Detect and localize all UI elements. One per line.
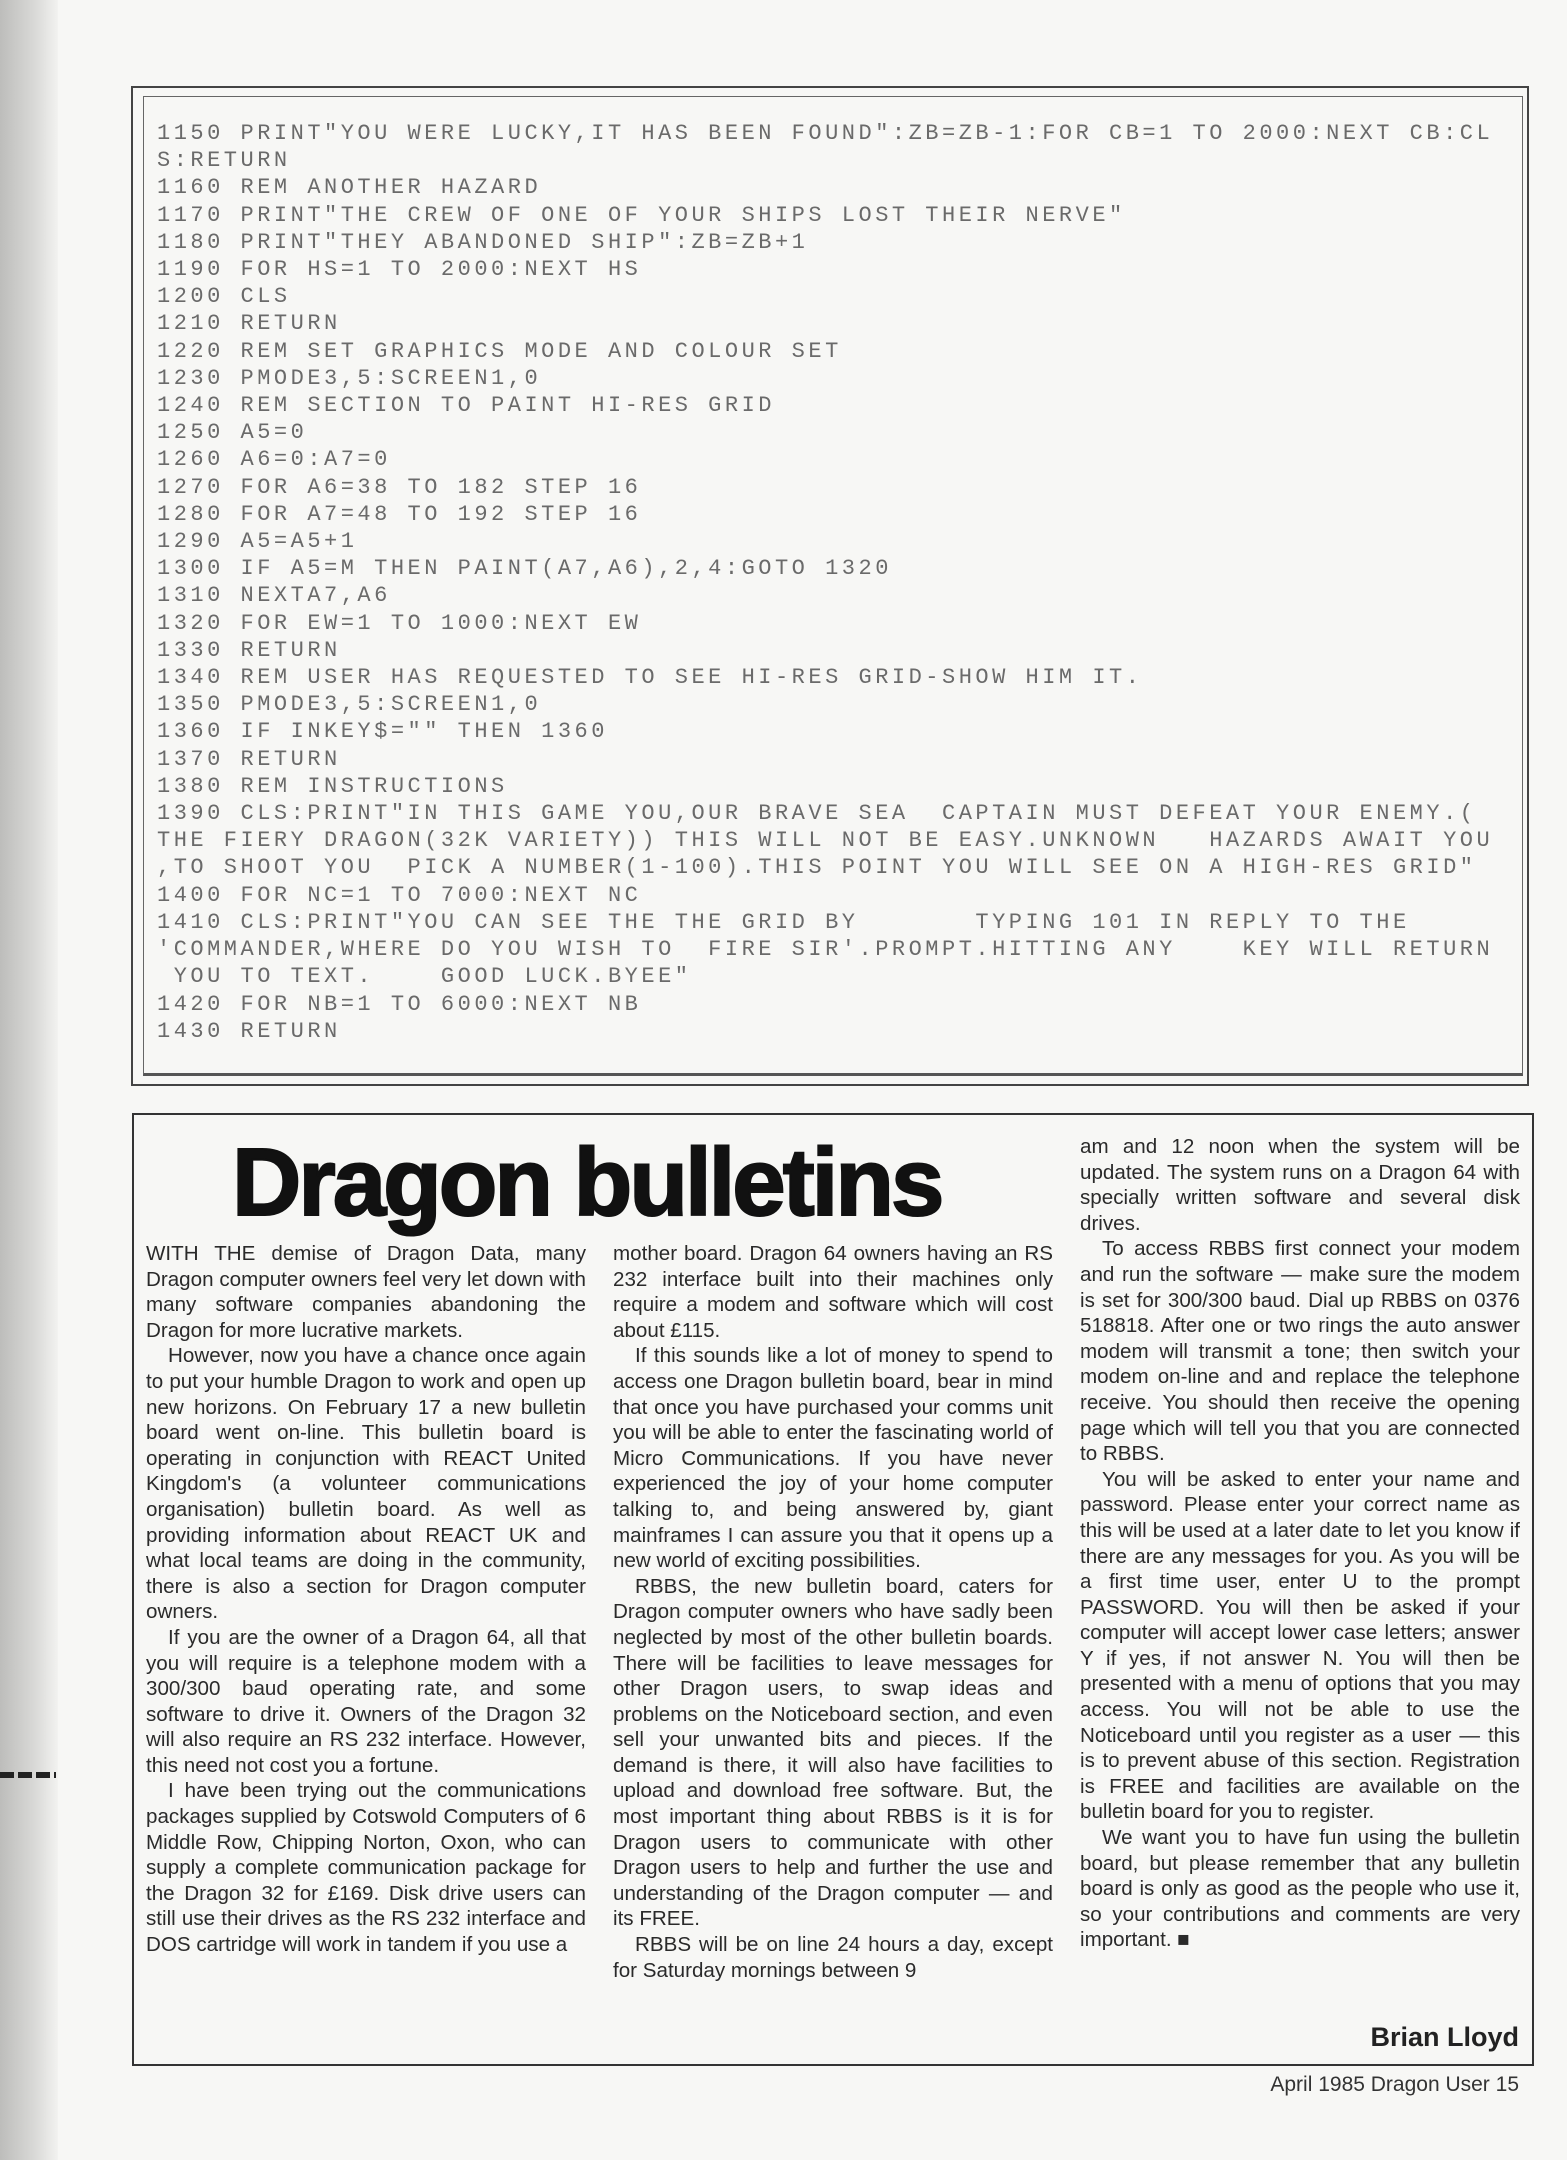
paragraph: RBBS, the new bulletin board, caters for Dragon computer owners who have sadly been neglected by most of the other bulletin boards. There will be facilities to leave messages for other Dragon users, to swap ideas and problems on the Noticeboard section, and even sell your unwanted bits and pieces. If the demand is there, it will also have facilities to upload and download free software. But, the most important thing about RBBS is it is for Dragon users to communicate with other Dragon users to help and further the use and understanding of the Dragon computer — and its FREE. [613,1574,1053,1931]
code-line: 1150 PRINT"YOU WERE LUCKY,IT HAS BEEN FOUND":ZB=ZB-1:FOR CB=1 TO 2000:NEXT CB:CL [157,121,1494,146]
code-line: 1290 A5=A5+1 [157,529,358,555]
code-line: 1250 A5=0 [157,420,308,446]
code-line: 1320 FOR EW=1 TO 1000:NEXT EW [157,610,642,636]
article-column-1 [146,1241,586,1958]
code-line: 1330 RETURN [157,637,341,663]
code-line: 1380 REM INSTRUCTIONS [157,773,508,799]
code-line: 1260 A6=0:A7=0 [157,447,391,473]
page-footer: April 1985 Dragon User 15 [1270,2073,1519,2096]
code-line: 1370 RETURN [157,746,341,772]
paragraph: However, now you have a chance once again to put your humble Dragon to work and open up new horizons. On February 17 a new bulletin board went on-line. This bulletin board is operating in conjunction with REACT United Kingdom's (a volunteer communications organisation) bulletin board. As well as providing information about REACT UK and what local teams are doing in the community, there is also a section for Dragon computer owners. [146,1344,586,1624]
paragraph: If this sounds like a lot of money to spend to access one Dragon bulletin board, bear in mind that once you have purchased your comms unit you will be able to enter the fascinating world of Micro Communications. If you have never experienced the joy of your home computer talking to, and being answered by, giant mainframes I can assure you that it opens up a new world of exciting possibilities. [613,1344,1053,1573]
code-line: 1170 PRINT"THE CREW OF ONE OF YOUR SHIPS LOST THEIR NERVE" [157,202,1126,228]
article-column-2 [613,1241,1053,1983]
code-line: 1200 CLS [157,284,291,310]
margin-dash-marks [0,1772,56,1778]
code-line: 1400 FOR NC=1 TO 7000:NEXT NC [157,882,642,908]
paragraph: You will be asked to enter your name and password. Please enter your correct name as this will be used at a later date to let you know if there are any messages for you. As you will be a first time user, enter U to the prompt PASSWORD. You will then be asked if your computer will accept lower case letters; answer Y if yes, if not answer N. You will then be presented with a menu of options that you may access. You will not be able to use the Noticeboard until you register as a user — this is to prevent abuse of this section. Registration is FREE and facilities are available on the bulletin board for you to register. [1080,1467,1520,1824]
article-title: Dragon bulletins [232,1129,942,1236]
code-line: 1390 CLS:PRINT"IN THIS GAME YOU,OUR BRAVE SEA CAPTAIN MUST DEFEAT YOUR ENEMY.( [157,801,1477,827]
code-line: 1210 RETURN [157,311,341,337]
paragraph: If you are the owner of a Dragon 64, all that you will require is a telephone modem with a 300/300 baud operating rate, and some software to drive it. Owners of the Dragon 32 will also require an RS 232 interface. However, this need not cost you a fortune. [146,1625,586,1777]
paragraph: am and 12 noon when the system will be updated. The system runs on a Dragon 64 with specially written software and several disk drives. [1080,1135,1520,1235]
page-spine-shadow [0,0,58,2160]
code-line: 1220 REM SET GRAPHICS MODE AND COLOUR SET [157,338,842,364]
code-line: 1310 NEXTA7,A6 [157,583,391,609]
author-byline: Brian Lloyd [1370,2022,1519,2052]
code-line: YOU TO TEXT. GOOD LUCK.BYEE" [157,964,692,990]
paragraph: WITH THE demise of Dragon Data, many Dragon computer owners feel very let down with many software companies abandoning the Dragon for more lucrative markets. [146,1242,586,1342]
article-column-3 [1080,1134,1520,1953]
code-line: THE FIERY DRAGON(32K VARIETY)) THIS WILL NOT BE EASY.UNKNOWN HAZARDS AWAIT YOU [157,828,1494,854]
code-line: 1270 FOR A6=38 TO 182 STEP 16 [157,474,642,500]
program-listing [157,120,1493,1045]
code-line: 1300 IF A5=M THEN PAINT(A7,A6),2,4:GOTO 1320 [157,556,892,582]
code-line: 1230 PMODE3,5:SCREEN1,0 [157,365,542,391]
code-line: 1190 FOR HS=1 TO 2000:NEXT HS [157,257,642,283]
paragraph: RBBS will be on line 24 hours a day, except for Saturday mornings between 9 [613,1933,1053,1982]
code-line: 'COMMANDER,WHERE DO YOU WISH TO FIRE SIR'.PROMPT.HITTING ANY KEY WILL RETURN [157,937,1494,963]
code-line: S:RETURN [157,148,291,174]
code-line: 1160 REM ANOTHER HAZARD [157,175,542,201]
code-line: 1420 FOR NB=1 TO 6000:NEXT NB [157,991,642,1017]
code-line: 1360 IF INKEY$="" THEN 1360 [157,719,608,745]
program-listing-box [131,86,1529,1086]
code-line: 1350 PMODE3,5:SCREEN1,0 [157,692,542,718]
code-line: 1280 FOR A7=48 TO 192 STEP 16 [157,501,642,527]
code-line: 1340 REM USER HAS REQUESTED TO SEE HI-RES GRID-SHOW HIM IT. [157,665,1143,691]
paragraph: I have been trying out the communications packages supplied by Cotswold Computers of 6 Middle Row, Chipping Norton, Oxon, who can supply a complete communication package for the Dragon 32 for £169. Disk drive users can still use their drives as the RS 232 interface and DOS cartridge will work in tandem if you use a [146,1779,586,1957]
code-line: 1240 REM SECTION TO PAINT HI-RES GRID [157,393,775,419]
paragraph: mother board. Dragon 64 owners having an RS 232 interface built into their machines only require a modem and software which will cost about £115. [613,1242,1053,1342]
paragraph: To access RBBS first connect your modem and run the software — make sure the modem is set for 300/300 baud. Dial up RBBS on 0376 518818. After one or two rings the auto answer modem will transmit a tone; then switch your modem on-line and and replace the telephone receive. You should then receive the opening page which will tell you that you are connected to RBBS. [1080,1237,1520,1466]
code-line: ,TO SHOOT YOU PICK A NUMBER(1-100).THIS POINT YOU WILL SEE ON A HIGH-RES GRID" [157,855,1477,881]
paragraph: We want you to have fun using the bulletin board, but please remember that any bulletin board is only as good as the people who use it, so your contributions and comments are very important. ■ [1080,1826,1520,1952]
code-line: 1410 CLS:PRINT"YOU CAN SEE THE THE GRID BY TYPING 101 IN REPLY TO THE [157,909,1410,935]
code-line: 1430 RETURN [157,1018,341,1044]
code-line: 1180 PRINT"THEY ABANDONED SHIP":ZB=ZB+1 [157,229,809,255]
